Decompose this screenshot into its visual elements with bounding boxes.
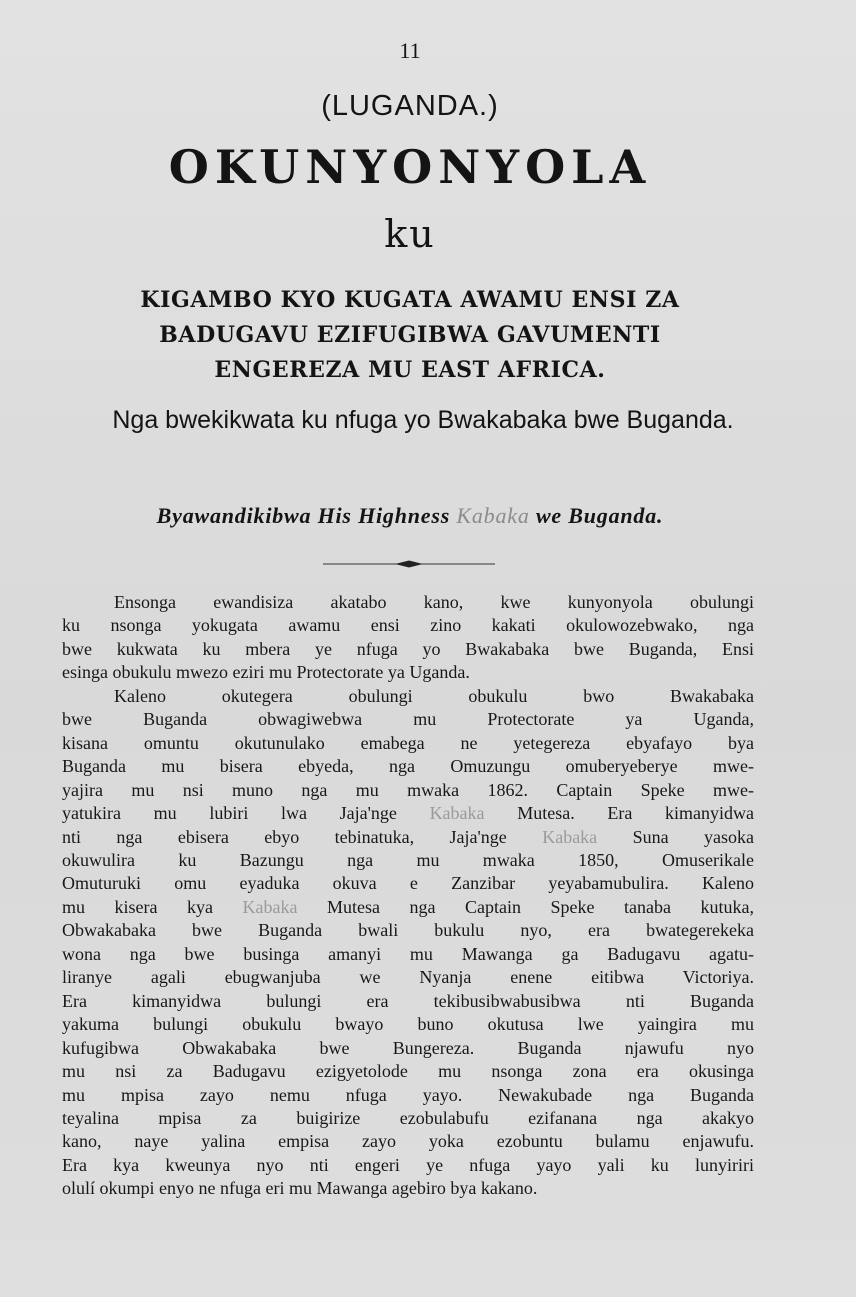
body-line: Kaleno okutegera obulungi obukulu bwo Bwakabaka [114,685,754,706]
body-line: kisana omuntu okutunulako emabega ne yetegereza ebyafayo bya [62,732,754,753]
faded-word: Kabaka [542,826,598,847]
faded-word: Kabaka [242,896,298,917]
paragraph-1 [62,591,754,685]
body-line: nti nga ebisera ebyo tebinatuka, Jaja'nge Kabaka Suna yasoka [62,826,754,847]
body-line: yakuma bulungi obukulu bwayo buno okutusa lwe yaingira mu [62,1014,754,1035]
body-line: mu kisera kya Kabaka Mutesa nga Captain Speke tanaba kutuka, [62,896,754,917]
body-line: wona nga bwe businga amanyi mu Mawanga ga Badugavu agatu- [62,943,754,964]
title-connector: ku [384,212,436,256]
body-line: esinga obukulu mwezo eziri mu Protectorate ya Uganda. [62,662,470,683]
body-line: yajira mu nsi muno nga mu mwaka 1862. Captain Speke mwe- [62,779,754,800]
ornamental-divider [323,557,495,571]
document-title: OKUNYONYOLA [168,140,652,194]
faded-word: Kabaka [429,803,485,824]
body-line: olulí okumpi enyo ne nfuga eri mu Mawanga agebiro bya kakano. [62,1178,538,1199]
body-line: Ensonga ewandisiza akatabo kano, kwe kunyonyola obulungi [114,592,754,612]
body-line: kano, naye yalina empisa zayo yoka ezobuntu bulamu enjawufu. [62,1131,754,1152]
body-line: teyalina mpisa za buigirize ezobulabufu ezifanana nga akakyo [62,1107,754,1128]
language-heading: (LUGANDA.) [321,90,499,122]
author-suffix: we Buganda. [535,503,664,528]
body-line: kufugibwa Obwakabaka bwe Bungereza. Buganda njawufu nyo [62,1037,754,1058]
body-line: Buganda mu bisera ebyeda, nga Omuzungu omuberyeberye mwe- [62,756,754,777]
author-faded-word: Kabaka [456,503,530,528]
page-number: 11 [399,38,421,63]
body-line: Era kya kweunya nyo nti engeri ye nfuga yayo yali ku lunyiriri [62,1154,754,1175]
body-line: yatukira mu lubiri lwa Jaja'nge Kabaka Mutesa. Era kimanyidwa [62,803,754,824]
author-line [0,503,820,529]
body-line: Obwakabaka bwe Buganda bwali bukulu nyo, era bwategerekeka [62,920,754,941]
body-line: okuwulira ku Bazungu nga mu mwaka 1850, Omuserikale [62,849,754,870]
body-line: Omuturuki omu eyaduka okuva e Zanzibar yeyabamubulira. Kaleno [62,873,754,894]
subtitle-line: BADUGAVU EZIFUGIBWA GAVUMENTI [159,322,661,348]
body-line: liranye agali ebugwanjuba we Nyanja enene eitibwa Victoriya. [62,967,754,988]
body-line: mu mpisa zayo nemu nfuga yayo. Newakubade nga Buganda [62,1084,754,1105]
body-line: ku nsonga yokugata awamu ensi zino kakati okulowozebwako, nga [62,615,754,636]
body-line: bwe kukwata ku mbera ye nfuga yo Bwakabaka bwe Buganda, Ensi [62,638,754,659]
body-line: bwe Buganda obwagiwebwa mu Protectorate ya Uganda, [62,709,754,730]
subtitle-line: ENGEREZA MU EAST AFRICA. [214,357,606,383]
body-line: Era kimanyidwa bulungi era tekibusibwabusibwa nti Buganda [62,990,754,1011]
body-text [62,591,754,1201]
scope-statement: Nga bwekikwata ku nfuga yo Bwakabaka bwe Buganda. [112,406,734,434]
paragraph-2 [62,685,754,1201]
document-subtitle [40,283,780,388]
author-prefix: Byawandikibwa His Highness [156,503,451,528]
body-line: mu nsi za Badugavu ezigyetolode mu nsonga zona era okusinga [62,1061,754,1082]
subtitle-line: KIGAMBO KYO KUGATA AWAMU ENSI ZA [140,287,680,313]
